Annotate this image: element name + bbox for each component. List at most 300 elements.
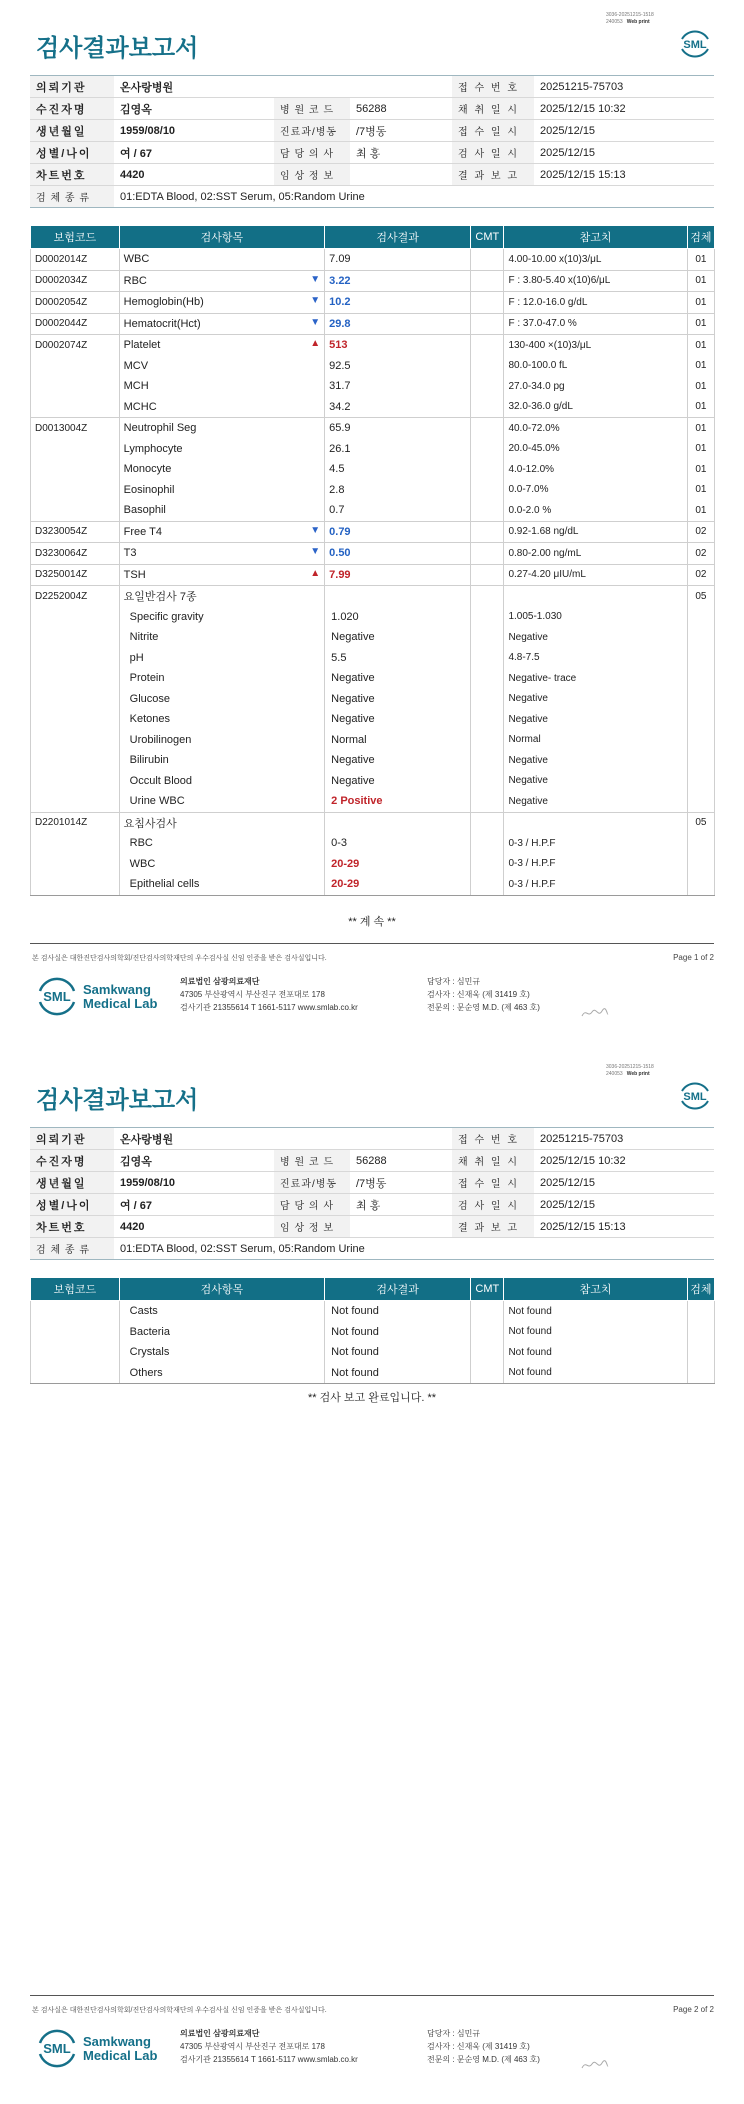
result-cell: 65.9 — [325, 418, 471, 439]
table-row — [31, 564, 715, 586]
receipt-no-label: 접 수 번 호 — [452, 1128, 534, 1150]
patient-info-table — [30, 75, 714, 208]
comment-cell — [471, 564, 504, 586]
table-row — [31, 543, 715, 565]
insurance-code-cell: D2252004Z — [31, 586, 120, 607]
patient-value: 김영옥 — [114, 98, 274, 120]
result-cell: 4.5 — [325, 459, 471, 480]
comment-cell — [471, 500, 504, 521]
table-row — [31, 1301, 715, 1322]
header-ref: 참고치 — [504, 226, 687, 249]
table-row — [31, 1342, 715, 1363]
comment-cell — [471, 730, 504, 751]
specimen-cell: 02 — [687, 543, 714, 565]
test-date-label: 검 사 일 시 — [452, 1194, 534, 1216]
collect-value: 2025/12/15 10:32 — [534, 98, 714, 120]
comment-cell — [471, 439, 504, 460]
insurance-code-cell — [31, 607, 120, 628]
header-item: 검사항목 — [119, 1278, 325, 1301]
test-item-name: MCHC — [123, 400, 157, 413]
comment-cell — [471, 627, 504, 648]
result-cell: 0.7 — [325, 500, 471, 521]
hosp-code-label: 병 원 코 드 — [274, 1150, 350, 1172]
results-table — [30, 1277, 715, 1384]
svg-text:SML: SML — [683, 1091, 707, 1103]
result-cell: 31.7 — [325, 376, 471, 397]
specimen-cell: 01 — [687, 335, 714, 356]
result-cell: Normal — [325, 730, 471, 751]
table-row — [31, 356, 715, 377]
report-label: 결 과 보 고 — [452, 164, 534, 186]
specimen-label: 검 체 종 류 — [30, 1238, 114, 1260]
table-row — [31, 439, 715, 460]
test-date-label: 검 사 일 시 — [452, 142, 534, 164]
results-body — [31, 1301, 715, 1384]
result-cell: 2 Positive — [325, 791, 471, 812]
svg-text:SML: SML — [683, 39, 707, 51]
receipt-date-label: 접 수 일 시 — [452, 1172, 534, 1194]
specimen-cell: 01 — [687, 249, 714, 271]
table-row — [31, 586, 715, 607]
comment-cell — [471, 668, 504, 689]
org-address: 47305 부산광역시 부산진구 전포대로 178 — [180, 2042, 325, 2051]
test-item-name: RBC — [123, 274, 147, 287]
specimen-cell: 01 — [687, 418, 714, 439]
org-contact: 검사기관 21355614 T 1661-5117 www.smlab.co.kr — [180, 1003, 358, 1012]
test-item-name: Epithelial cells — [129, 878, 200, 891]
test-item-cell — [119, 292, 325, 314]
test-item-name: Casts — [129, 1305, 158, 1318]
test-item-cell — [119, 750, 325, 771]
specimen-cell — [687, 1342, 714, 1363]
reference-cell: Not found — [504, 1363, 687, 1384]
chart-label: 차트번호 — [30, 1216, 114, 1238]
reference-cell: Negative — [504, 791, 687, 812]
test-item-cell — [119, 771, 325, 792]
reference-cell: 0.27-4.20 μIU/mL — [504, 564, 687, 586]
staff-specialist: 전문의 : 문순영 M.D. (제 463 호) — [427, 2055, 540, 2064]
test-item-cell — [119, 543, 325, 565]
test-date-value: 2025/12/15 — [534, 1194, 714, 1216]
insurance-code-cell — [31, 1342, 120, 1363]
results-table — [30, 225, 715, 896]
table-row — [31, 812, 715, 833]
reference-cell: F : 37.0-47.0 % — [504, 313, 687, 335]
low-flag-icon: ▼ — [310, 316, 321, 328]
test-item-cell — [119, 270, 325, 292]
clinical-label: 임 상 정 보 — [274, 1216, 350, 1238]
test-item-name: Hemoglobin(Hb) — [123, 296, 204, 309]
receipt-date-label: 접 수 일 시 — [452, 120, 534, 142]
staff-examiner: 검사자 : 신재욱 (제 31419 호) — [427, 990, 530, 999]
test-item-name: 요일반검사 7종 — [123, 591, 197, 604]
test-item-cell — [119, 480, 325, 501]
test-item-name: Neutrophil Seg — [123, 422, 197, 435]
dept-value: /7병동 — [350, 120, 452, 142]
web-print-label: Web print — [626, 19, 650, 25]
low-flag-icon: ▼ — [310, 295, 321, 306]
receipt-no-label: 접 수 번 호 — [452, 76, 534, 98]
result-cell: 3.22 — [325, 270, 471, 292]
test-item-cell — [119, 418, 325, 439]
insurance-code-cell — [31, 1322, 120, 1343]
org-contact: 검사기관 21355614 T 1661-5117 www.smlab.co.kr — [180, 2055, 358, 2064]
reference-cell — [504, 812, 687, 833]
insurance-code-cell: D0002034Z — [31, 270, 120, 292]
test-item-name: TSH — [123, 568, 146, 581]
dob-label: 생년월일 — [30, 1172, 114, 1194]
test-item-cell — [119, 439, 325, 460]
reference-cell: 0.0-7.0% — [504, 480, 687, 501]
comment-cell — [471, 480, 504, 501]
insurance-code-cell: D0002074Z — [31, 335, 120, 356]
specimen-cell — [687, 1322, 714, 1343]
insurance-code-cell: D3230054Z — [31, 521, 120, 543]
reference-cell: 0-3 / H.P.F — [504, 854, 687, 875]
specimen-cell — [687, 709, 714, 730]
specimen-cell: 01 — [687, 500, 714, 521]
org-name: 의료법인 삼광의료재단 — [180, 977, 260, 986]
test-item-cell — [119, 730, 325, 751]
print-code-line1: 3036-20251215-1518 — [606, 12, 654, 18]
test-item-cell — [119, 668, 325, 689]
comment-cell — [471, 1322, 504, 1343]
test-item-cell — [119, 459, 325, 480]
table-row — [31, 874, 715, 895]
comment-cell — [471, 648, 504, 669]
insurance-code-cell: D2201014Z — [31, 812, 120, 833]
high-flag-icon: ▲ — [310, 567, 321, 579]
table-row — [31, 459, 715, 480]
comment-cell — [471, 521, 504, 543]
result-cell: 2.8 — [325, 480, 471, 501]
table-row — [31, 249, 715, 271]
reference-cell: 0-3 / H.P.F — [504, 833, 687, 854]
reference-cell: Negative — [504, 709, 687, 730]
footer-address — [180, 975, 358, 1014]
test-item-name: Lymphocyte — [123, 442, 183, 455]
reference-cell: 0.80-2.00 ng/mL — [504, 543, 687, 565]
result-cell: Not found — [325, 1301, 471, 1322]
specimen-cell — [687, 607, 714, 628]
test-item-cell — [119, 607, 325, 628]
specimen-cell — [687, 648, 714, 669]
test-item-name: Basophil — [123, 504, 166, 517]
specimen-cell — [687, 730, 714, 751]
insurance-code-cell — [31, 648, 120, 669]
comment-cell — [471, 335, 504, 356]
comment-cell — [471, 376, 504, 397]
print-code-line2: 240053 — [606, 1071, 623, 1077]
doctor-value: 최 홍 — [350, 142, 452, 164]
specimen-cell — [687, 833, 714, 854]
page-number: Page 1 of 2 — [673, 953, 714, 962]
web-print-label: Web print — [626, 1071, 650, 1077]
results-header-row — [31, 1278, 715, 1301]
insurance-code-cell: D0002054Z — [31, 292, 120, 314]
page-title: 검사결과보고서 — [36, 1086, 199, 1114]
footer-address — [180, 2027, 358, 2066]
test-item-name: Bilirubin — [129, 754, 169, 767]
test-item-cell — [119, 791, 325, 812]
table-row — [31, 292, 715, 314]
table-row — [31, 480, 715, 501]
reference-cell: Not found — [504, 1301, 687, 1322]
result-cell: 0.50 — [325, 543, 471, 565]
reference-cell: 0-3 / H.P.F — [504, 874, 687, 895]
insurance-code-cell — [31, 356, 120, 377]
test-item-name: 요침사검사 — [123, 817, 177, 830]
receipt-date-value: 2025/12/15 — [534, 120, 714, 142]
page-title: 검사결과보고서 — [36, 34, 199, 62]
reference-cell: Negative — [504, 627, 687, 648]
continue-note: ** 계 속 ** — [348, 916, 396, 928]
test-item-name: Hematocrit(Hct) — [123, 317, 201, 330]
result-cell — [325, 812, 471, 833]
insurance-code-cell — [31, 791, 120, 812]
insurance-code-cell — [31, 500, 120, 521]
footer-staff — [427, 975, 540, 1014]
specimen-cell — [687, 668, 714, 689]
svg-text:SML: SML — [43, 989, 71, 1004]
result-cell: 7.09 — [325, 249, 471, 271]
reference-cell: 80.0-100.0 fL — [504, 356, 687, 377]
test-item-cell — [119, 356, 325, 377]
footer-divider — [30, 943, 714, 944]
chart-value: 4420 — [114, 164, 274, 186]
collect-value: 2025/12/15 10:32 — [534, 1150, 714, 1172]
test-item-cell — [119, 854, 325, 875]
test-item-name: Urine WBC — [129, 795, 185, 808]
test-item-cell — [119, 521, 325, 543]
test-item-cell — [119, 648, 325, 669]
result-cell: Negative — [325, 771, 471, 792]
collect-label: 채 취 일 시 — [452, 98, 534, 120]
reference-cell: 0.0-2.0 % — [504, 500, 687, 521]
result-cell: 1.020 — [325, 607, 471, 628]
test-item-name: Platelet — [123, 339, 161, 352]
test-item-cell — [119, 313, 325, 335]
specimen-cell — [687, 627, 714, 648]
test-item-name: WBC — [129, 857, 156, 870]
test-item-name: pH — [129, 651, 144, 664]
report-label: 결 과 보 고 — [452, 1216, 534, 1238]
specimen-cell — [687, 874, 714, 895]
result-cell: 7.99 — [325, 564, 471, 586]
specimen-cell: 05 — [687, 812, 714, 833]
test-item-name: Eosinophil — [123, 483, 175, 496]
insurance-code-cell — [31, 376, 120, 397]
insurance-code-cell — [31, 1301, 120, 1322]
result-cell: 0-3 — [325, 833, 471, 854]
table-row — [31, 1322, 715, 1343]
result-cell: Negative — [325, 689, 471, 710]
comment-cell — [471, 586, 504, 607]
brand-line1: Samkwang — [83, 982, 151, 997]
clinical-value — [350, 164, 452, 186]
table-row — [31, 730, 715, 751]
specimen-label: 검 체 종 류 — [30, 186, 114, 208]
test-item-cell — [119, 709, 325, 730]
test-item-cell — [119, 1322, 325, 1343]
comment-cell — [471, 750, 504, 771]
test-item-cell — [119, 1363, 325, 1384]
specimen-cell: 01 — [687, 270, 714, 292]
result-cell — [325, 586, 471, 607]
test-item-name: Monocyte — [123, 463, 172, 476]
test-item-name: Specific gravity — [129, 610, 204, 623]
report-page-2 — [0, 1052, 744, 2104]
comment-cell — [471, 791, 504, 812]
brand-line2: Medical Lab — [83, 996, 158, 1011]
table-row — [31, 607, 715, 628]
table-row — [31, 376, 715, 397]
test-item-cell — [119, 249, 325, 271]
test-item-name: Urobilinogen — [129, 733, 192, 746]
header-code: 보험코드 — [31, 226, 120, 249]
reference-cell: 40.0-72.0% — [504, 418, 687, 439]
reference-cell: Normal — [504, 730, 687, 751]
specimen-cell: 01 — [687, 356, 714, 377]
sexage-label: 성별/나이 — [30, 1194, 114, 1216]
sml-logo — [678, 1079, 712, 1113]
insurance-code-cell: D0013004Z — [31, 418, 120, 439]
table-row — [31, 854, 715, 875]
insurance-code-cell: D3230064Z — [31, 543, 120, 565]
staff-examiner: 검사자 : 신재욱 (제 31419 호) — [427, 2042, 530, 2051]
reference-cell: Negative — [504, 771, 687, 792]
comment-cell — [471, 833, 504, 854]
signature-mark — [580, 1006, 610, 1020]
chart-value: 4420 — [114, 1216, 274, 1238]
sexage-label: 성별/나이 — [30, 142, 114, 164]
sml-footer-logo — [36, 2027, 78, 2069]
insurance-code-cell — [31, 480, 120, 501]
result-cell: 26.1 — [325, 439, 471, 460]
print-code — [606, 12, 654, 26]
high-flag-icon: ▲ — [310, 338, 321, 349]
result-cell: 0.79 — [325, 521, 471, 543]
receipt-date-value: 2025/12/15 — [534, 1172, 714, 1194]
result-cell: 513 — [325, 335, 471, 356]
reference-cell: 32.0-36.0 g/dL — [504, 397, 687, 418]
dept-value: /7병동 — [350, 1172, 452, 1194]
specimen-cell — [687, 771, 714, 792]
dob-label: 생년월일 — [30, 120, 114, 142]
specimen-cell — [687, 1363, 714, 1384]
insurance-code-cell — [31, 397, 120, 418]
comment-cell — [471, 397, 504, 418]
test-item-name: WBC — [123, 253, 150, 266]
test-item-cell — [119, 812, 325, 833]
table-row — [31, 313, 715, 335]
result-cell: 20-29 — [325, 874, 471, 895]
report-value: 2025/12/15 15:13 — [534, 164, 714, 186]
footer-brand — [83, 983, 157, 1011]
table-row — [31, 521, 715, 543]
signature-mark — [580, 2058, 610, 2072]
insurance-code-cell: D0002014Z — [31, 249, 120, 271]
dob-value: 1959/08/10 — [114, 120, 274, 142]
header-specimen: 검체 — [687, 1278, 714, 1301]
header-cmt: CMT — [471, 1278, 504, 1301]
low-flag-icon: ▼ — [310, 524, 321, 536]
comment-cell — [471, 874, 504, 895]
brand-line1: Samkwang — [83, 2034, 151, 2049]
insurance-code-cell — [31, 689, 120, 710]
insurance-code-cell: D0002044Z — [31, 313, 120, 335]
test-item-name: Occult Blood — [129, 774, 193, 787]
sexage-value: 여 / 67 — [114, 1194, 274, 1216]
specimen-cell: 01 — [687, 397, 714, 418]
reference-cell: F : 3.80-5.40 x(10)6/μL — [504, 270, 687, 292]
insurance-code-cell — [31, 459, 120, 480]
table-row — [31, 270, 715, 292]
test-item-cell — [119, 833, 325, 854]
result-cell: Negative — [325, 627, 471, 648]
reference-cell: Negative — [504, 689, 687, 710]
specimen-cell: 01 — [687, 439, 714, 460]
table-row — [31, 627, 715, 648]
comment-cell — [471, 313, 504, 335]
comment-cell — [471, 270, 504, 292]
result-cell: 34.2 — [325, 397, 471, 418]
result-cell: 29.8 — [325, 313, 471, 335]
reference-cell: 20.0-45.0% — [504, 439, 687, 460]
specimen-cell — [687, 689, 714, 710]
org-name: 의료법인 삼광의료재단 — [180, 2029, 260, 2038]
insurance-code-cell — [31, 1363, 120, 1384]
results-header-row — [31, 226, 715, 249]
specimen-cell: 01 — [687, 313, 714, 335]
test-item-cell — [119, 335, 325, 356]
specimen-cell — [687, 854, 714, 875]
print-code-line2: 240053 — [606, 19, 623, 25]
test-item-cell — [119, 500, 325, 521]
staff-manager: 담당자 : 심민규 — [427, 977, 481, 986]
reference-cell: 4.0-12.0% — [504, 459, 687, 480]
specimen-cell: 01 — [687, 480, 714, 501]
footer-brand — [83, 2035, 157, 2063]
reference-cell — [504, 586, 687, 607]
test-item-name: Ketones — [129, 713, 171, 726]
insurance-code-cell: D3250014Z — [31, 564, 120, 586]
test-item-cell — [119, 397, 325, 418]
clinical-value — [350, 1216, 452, 1238]
sml-logo — [678, 27, 712, 61]
hospital-value: 온사랑병원 — [114, 76, 452, 98]
header-cmt: CMT — [471, 226, 504, 249]
low-flag-icon: ▼ — [310, 273, 321, 285]
reference-cell: F : 12.0-16.0 g/dL — [504, 292, 687, 314]
chart-label: 차트번호 — [30, 164, 114, 186]
comment-cell — [471, 607, 504, 628]
reference-cell: Not found — [504, 1342, 687, 1363]
insurance-code-cell — [31, 627, 120, 648]
dob-value: 1959/08/10 — [114, 1172, 274, 1194]
svg-text:SML: SML — [43, 2041, 71, 2056]
result-cell: Negative — [325, 668, 471, 689]
test-date-value: 2025/12/15 — [534, 142, 714, 164]
insurance-code-cell — [31, 730, 120, 751]
test-item-name: T3 — [123, 547, 137, 560]
header-result: 검사결과 — [325, 1278, 471, 1301]
test-item-name: Others — [129, 1366, 163, 1379]
org-address: 47305 부산광역시 부산진구 전포대로 178 — [180, 990, 325, 999]
test-item-cell — [119, 689, 325, 710]
reference-cell: 4.00-10.00 x(10)3/μL — [504, 249, 687, 271]
test-item-name: Glucose — [129, 692, 170, 705]
